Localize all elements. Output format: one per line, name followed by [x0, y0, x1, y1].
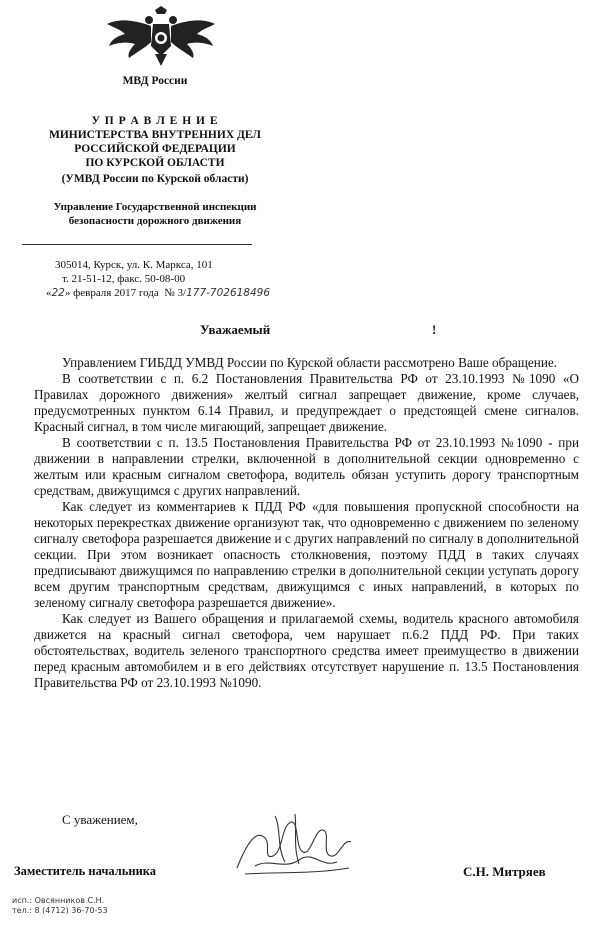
date-day: 22: [51, 287, 65, 299]
greeting-mark: !: [432, 322, 437, 337]
paragraph-4: Как следует из комментариев к ПДД РФ «для повышения пропускной способности на некоторых перекрестках движение организуют так, что одновременно с движением по зеленому сигналу светофора разрешается движение и с других направлений по сигналу в дополнительной секции. При этом возникает опасность столкновения, поэтому ПДД в таких случаях предписывают движущимся по направлению стрелки в дополнительной секции уступать дорогу всем другим транспортным средствам, движущимся с иных направлений, в которых по зеленому сигналу светофора разрешается движение».: [34, 499, 579, 610]
executor-phone: тел.: 8 (4712) 36-70-53: [12, 906, 108, 915]
letter-body: [34, 355, 579, 691]
executor-name: исп.: Овсянников С.Н.: [12, 896, 105, 905]
header-line-1: У П Р А В Л Е Н И Е: [91, 115, 219, 127]
regards: С уважением,: [62, 812, 138, 827]
paragraph-1: Управлением ГИБДД УМВД России по Курской области рассмотрено Ваше обращение.: [62, 355, 558, 370]
paragraph-3: В соответствии с п. 13.5 Постановления Правительства РФ от 23.10.1993 №1090 - при движении в направлении стрелки, включенной в дополнительной секции одновременно с желтым или красным сигналом светофора, водитель обязан уступить дорогу транспортным средствам, движущимся с других направлений.: [34, 435, 579, 498]
greeting: [200, 322, 460, 338]
header-line-2: МИНИСТЕРСТВА ВНУТРЕННИХ ДЕЛ: [48, 129, 262, 141]
department-line-1: Управление Государственной инспекции: [53, 201, 257, 213]
header-line-3: РОССИЙСКОЙ ФЕДЕРАЦИИ: [74, 143, 236, 155]
header-divider: [22, 244, 252, 245]
signer-position: Заместитель начальника: [14, 864, 157, 878]
address-line-2: т. 21-51-12, факс. 50-08-00: [62, 273, 186, 285]
greeting-text: Уважаемый: [200, 322, 271, 337]
paragraph-2: В соответствии с п. 6.2 Постановления Правительства РФ от 23.10.1993 №1090 «О Правилах дорожного движения» желтый сигнал запрещает движение, кроме случаев, предусмотренных пунктом 6.14 Правил, и предупреждает о предстоящей смене сигналов. Красный сигнал, в том числе мигающий, запрещает движение.: [34, 371, 579, 434]
signer-name: С.Н. Митряев: [463, 864, 546, 879]
date-number-line: «22» февраля 2017 года № 3/177-702618496: [46, 287, 271, 299]
double-headed-eagle-emblem-icon: [105, 6, 217, 68]
executor-info: [12, 896, 108, 916]
number-prefix: № 3/: [164, 287, 187, 299]
header-line-4: ПО КУРСКОЙ ОБЛАСТИ: [85, 157, 225, 169]
ministry-short-name: МВД России: [122, 75, 188, 87]
handwritten-signature-icon: [225, 808, 365, 880]
address-line-1: 305014, Курск, ул. К. Маркса, 101: [55, 259, 213, 271]
date-month-year: февраля 2017 года: [73, 287, 159, 299]
number-handwritten: 177-702618496: [186, 287, 271, 299]
department-line-2: безопасности дорожного движения: [68, 215, 242, 227]
paragraph-5: Как следует из Вашего обращения и прилагаемой схемы, водитель красного автомобиля движется на красный сигнал светофора, чем нарушает п.6.2 ПДД РФ. При таких обстоятельствах, водитель зеленого транспортного средства имеет преимущество в движении перед красным автомобилем и в его действиях отсутствует нарушение п. 13.5 Постановления Правительства РФ от 23.10.1993 №1090.: [34, 611, 579, 690]
header-line-5: (УМВД России по Курской области): [61, 173, 249, 185]
